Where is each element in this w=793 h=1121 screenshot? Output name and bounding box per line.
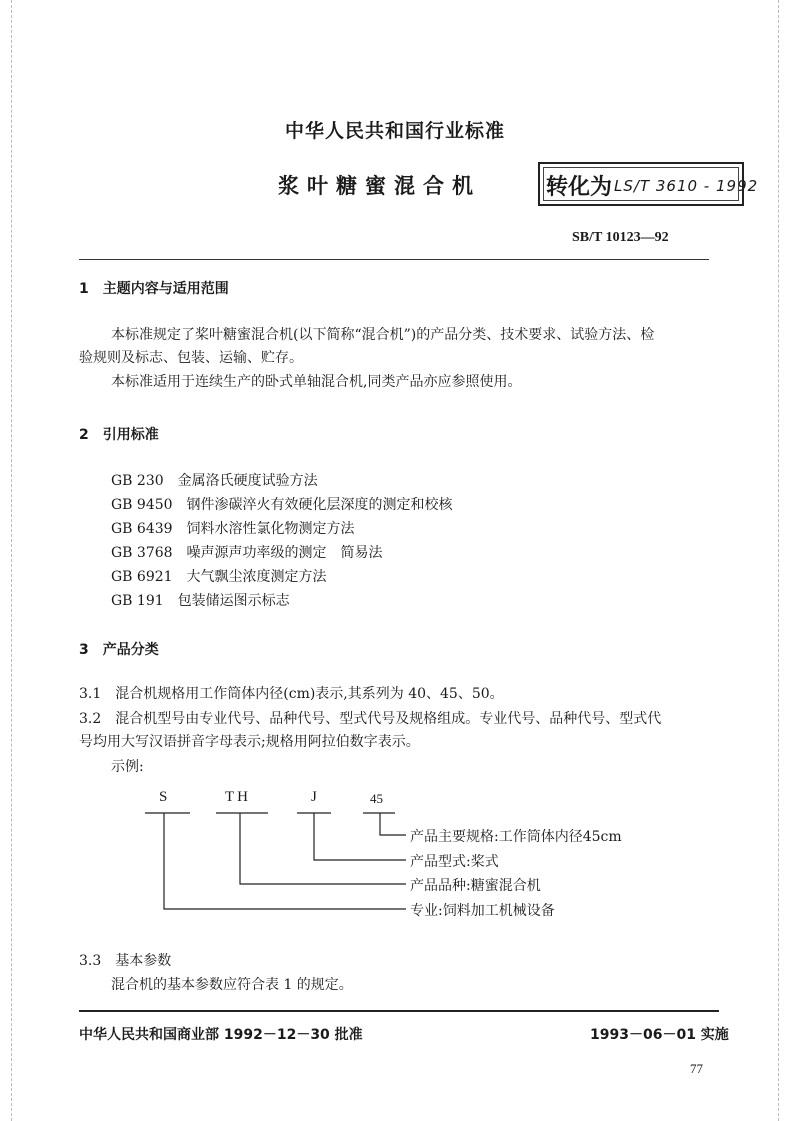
code-spec: 45 — [370, 791, 383, 806]
example-label: 示例: — [111, 759, 144, 775]
reference-item: GB 6439 饲料水溶性氯化物测定方法 — [111, 521, 355, 537]
stamp-text: 转化为 — [546, 175, 613, 200]
section1-para2: 本标准适用于连续生产的卧式单轴混合机,同类产品亦应参照使用。 — [111, 374, 522, 390]
label-specialty: 专业:饲料加工机械设备 — [410, 903, 555, 919]
leader-specialty — [164, 813, 406, 909]
clause-3-1: 3.1 混合机规格用工作筒体内径(cm)表示,其系列为 40、45、50。 — [79, 686, 504, 702]
reference-item: GB 191 包装储运图示标志 — [111, 593, 290, 609]
code-type: J — [311, 789, 317, 805]
clause-3-2-line2: 号均用大写汉语拼音字母表示;规格用阿拉伯数字表示。 — [79, 734, 420, 750]
code-specialty: S — [159, 789, 168, 805]
section1-para1-line2: 验规则及标志、包装、运输、贮存。 — [79, 350, 303, 366]
reference-item: GB 230 金属洛氏硬度试验方法 — [111, 473, 318, 489]
clause-3-3-heading: 3.3 基本参数 — [79, 953, 172, 969]
label-type: 产品型式:桨式 — [410, 854, 499, 870]
reference-item: GB 9450 钢件渗碳淬火有效硬化层深度的测定和校核 — [111, 497, 453, 513]
section1-para1-line1: 本标准规定了桨叶糖蜜混合机(以下简称“混合机”)的产品分类、技术要求、试验方法、检 — [111, 327, 655, 343]
leader-variety — [240, 813, 406, 884]
clause-3-2-line1: 3.2 混合机型号由专业代号、品种代号、型式代号及规格组成。专业代号、品种代号、型式代 — [79, 711, 662, 727]
section3-heading: 3 产品分类 — [79, 642, 159, 658]
section1-heading: 1 主题内容与适用范围 — [79, 281, 229, 297]
standard-category: 中华人民共和国行业标准 — [285, 120, 506, 142]
section2-heading: 2 引用标准 — [79, 427, 159, 443]
leader-spec — [380, 813, 406, 835]
standard-number: SB/T 10123—92 — [572, 230, 669, 245]
label-spec: 产品主要规格:工作筒体内径45cm — [410, 829, 622, 845]
implementation-date: 1993－06－01 实施 — [590, 1027, 729, 1043]
leader-type — [314, 813, 406, 860]
clause-3-3-text: 混合机的基本参数应符合表 1 的规定。 — [111, 977, 353, 993]
reference-item: GB 6921 大气飘尘浓度测定方法 — [111, 569, 327, 585]
footer-divider — [79, 1010, 719, 1012]
approval-line: 中华人民共和国商业部 1992－12－30 批准 — [79, 1027, 363, 1043]
page-number: 77 — [690, 1061, 703, 1076]
reference-item: GB 3768 噪声源声功率级的测定 简易法 — [111, 545, 383, 561]
page-title: 浆叶糖蜜混合机 — [278, 174, 481, 198]
code-variety: TH — [225, 789, 251, 805]
handwritten-code: LS/T 3610 - 1992 — [614, 177, 759, 195]
label-variety: 产品品种:糖蜜混合机 — [410, 878, 541, 894]
